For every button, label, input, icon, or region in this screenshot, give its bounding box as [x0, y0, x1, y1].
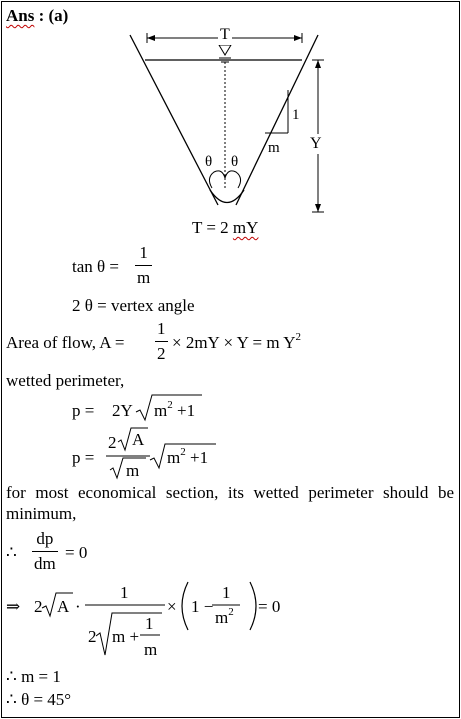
angle-left-label: θ [205, 154, 213, 170]
angle-right-label: θ [231, 154, 239, 170]
p1-coef: 2Y [112, 401, 133, 420]
eq-one-minus: 1 − [191, 597, 214, 616]
eq-dot: · [75, 597, 81, 616]
eq-frac-numerator: 1 [222, 583, 231, 602]
ans-word: Ans [6, 6, 35, 25]
caption-prefix: T = 2 [192, 218, 229, 237]
top-width-label: T [220, 26, 230, 43]
answer-suffix: : (a) [34, 6, 69, 25]
depth-label: Y [310, 135, 322, 152]
eq-inner-denominator: m [144, 640, 158, 659]
theta-result: ∴ θ = 45° [6, 690, 72, 709]
tan-fraction: 1 m [137, 243, 151, 287]
wetted-perimeter-label: wetted perimeter, [6, 371, 125, 390]
eq-coef: 2 [34, 597, 43, 616]
m-result: ∴ m = 1 [6, 667, 61, 686]
caption-term: mY [232, 218, 259, 237]
slope-vertical-label: 1 [292, 107, 300, 123]
slope-horizontal-label: m [268, 140, 280, 156]
vertex-line: 2 θ = vertex angle [72, 296, 195, 315]
eq-times: × [167, 597, 177, 616]
economical-section-text: for most economical section, its wetted perimeter should be minimum, [6, 483, 454, 523]
eq-den-coef: 2 [88, 627, 97, 646]
tan-lhs: tan θ = [72, 257, 119, 276]
p2-den-radicand: m [126, 461, 140, 480]
p2-lhs: p = [72, 448, 95, 467]
eq-frac-denominator: $m^2$ [215, 606, 234, 627]
eq-den-m: m + [112, 627, 140, 646]
derivative-fraction: dp dm [34, 529, 56, 573]
eq-radicand: A [57, 597, 70, 616]
p2-radicand: $m^2 +1$ [167, 446, 209, 467]
eq-inner-numerator: 1 [145, 614, 154, 633]
therefore-symbol: ∴ [6, 543, 17, 562]
p2-num-radicand: A [132, 430, 145, 449]
implies-symbol: ⇒ [6, 597, 21, 616]
p2-num-coef: 2 [108, 433, 117, 452]
area-rhs: × 2mY × Y = m $Y^2$ [172, 331, 302, 352]
derivative-rhs: = 0 [65, 543, 88, 562]
eq-numerator: 1 [120, 583, 129, 602]
eq-rhs: = 0 [258, 597, 281, 616]
p1-lhs: p = [72, 401, 95, 420]
p1-radicand: $m^2 +1$ [154, 399, 196, 420]
area-fraction: 1 2 [157, 319, 166, 363]
area-lhs: Area of flow, A = [6, 333, 125, 352]
